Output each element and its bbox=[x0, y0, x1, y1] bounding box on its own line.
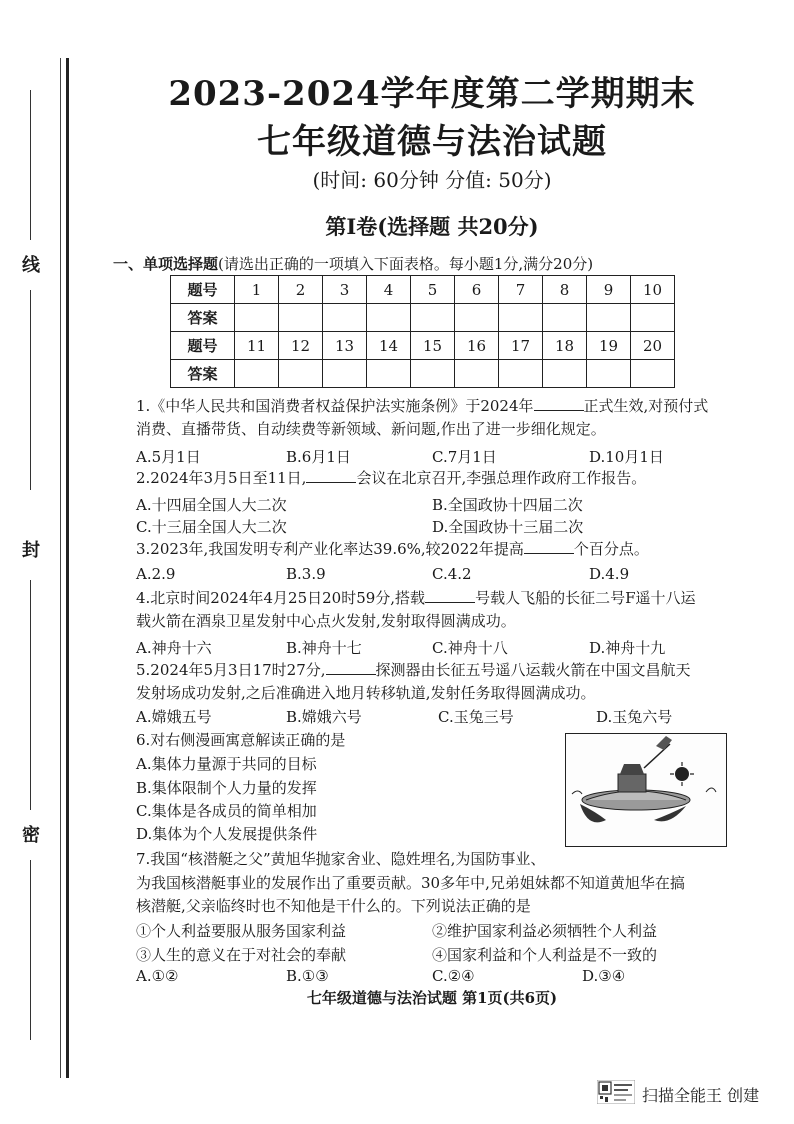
answer-cell[interactable] bbox=[543, 360, 587, 388]
question-number: 1 bbox=[235, 276, 279, 304]
option-b: B.全国政协十四届二次 bbox=[432, 496, 583, 514]
question-text: 3.2023年,我国发明专利产业化率达39.6%,较2022年提高 bbox=[136, 540, 524, 558]
option-d: D.10月1日 bbox=[589, 448, 664, 466]
answer-cell[interactable] bbox=[235, 360, 279, 388]
table-row bbox=[171, 332, 675, 360]
question-number: 8 bbox=[543, 276, 587, 304]
question-number: 6 bbox=[455, 276, 499, 304]
seal-char-line: 线 bbox=[19, 255, 40, 273]
question-7-line-1: 7.我国“核潜艇之父”黄旭华抛家舍业、隐姓埋名,为国防事业、 bbox=[136, 850, 546, 868]
option-a: A.集体力量源于共同的目标 bbox=[136, 755, 317, 773]
option-c: C.4.2 bbox=[432, 565, 472, 583]
section-instruction: (请选出正确的一项填入下面表格。每小题1分,满分20分) bbox=[218, 255, 594, 273]
number-header: 题号 bbox=[171, 276, 235, 304]
answer-cell[interactable] bbox=[455, 360, 499, 388]
answer-cell[interactable] bbox=[323, 360, 367, 388]
question-6-line-1: 6.对右侧漫画寓意解读正确的是 bbox=[136, 731, 346, 749]
question-number: 12 bbox=[279, 332, 323, 360]
option-d: D.4.9 bbox=[589, 565, 630, 583]
section-heading bbox=[113, 253, 593, 274]
answer-cell[interactable] bbox=[323, 304, 367, 332]
answer-cell[interactable] bbox=[587, 304, 631, 332]
option-a: A.嫦娥五号 bbox=[136, 708, 212, 726]
table-row bbox=[171, 360, 675, 388]
answer-cell[interactable] bbox=[499, 360, 543, 388]
option-c: C.玉兔三号 bbox=[438, 708, 514, 726]
seal-dash bbox=[30, 580, 31, 810]
table-row bbox=[171, 276, 675, 304]
question-number: 5 bbox=[411, 276, 455, 304]
seal-dash bbox=[30, 290, 31, 490]
answer-cell[interactable] bbox=[411, 360, 455, 388]
option-c: C.7月1日 bbox=[432, 448, 497, 466]
answer-header: 答案 bbox=[171, 304, 235, 332]
seal-char-seal: 封 bbox=[19, 540, 40, 558]
answer-blank bbox=[306, 468, 356, 483]
question-text: 2.2024年3月5日至11日, bbox=[136, 469, 307, 487]
option-c: C.十三届全国人大二次 bbox=[136, 518, 287, 536]
option-c: C.神舟十八 bbox=[432, 639, 508, 657]
answer-blank bbox=[534, 396, 584, 411]
answer-cell[interactable] bbox=[367, 304, 411, 332]
option-b: B.集体限制个人力量的发挥 bbox=[136, 779, 317, 797]
answer-cell[interactable] bbox=[279, 360, 323, 388]
question-number: 14 bbox=[367, 332, 411, 360]
option-c: C.集体是各成员的简单相加 bbox=[136, 802, 317, 820]
question-number: 15 bbox=[411, 332, 455, 360]
question-3-line-1 bbox=[136, 538, 649, 561]
option-b: B.3.9 bbox=[286, 565, 326, 583]
binding-margin bbox=[0, 0, 72, 1124]
question-text: 1.《中华人民共和国消费者权益保护法实施条例》于2024年 bbox=[136, 397, 534, 415]
question-2-line-1 bbox=[136, 467, 646, 490]
question-text: 5.2024年5月3日17时27分, bbox=[136, 661, 326, 679]
margin-line-thin bbox=[60, 58, 61, 1078]
exam-title-subject: 七年级道德与法治试题 bbox=[257, 122, 607, 162]
option-c: C.②④ bbox=[432, 967, 475, 985]
option-a: A.十四届全国人大二次 bbox=[136, 496, 287, 514]
option-b: B.6月1日 bbox=[286, 448, 351, 466]
cartoon-drawing bbox=[566, 734, 726, 846]
answer-cell[interactable] bbox=[587, 360, 631, 388]
question-number: 18 bbox=[543, 332, 587, 360]
question-number: 13 bbox=[323, 332, 367, 360]
answer-cell[interactable] bbox=[631, 304, 675, 332]
answer-blank bbox=[425, 588, 475, 603]
answer-cell[interactable] bbox=[455, 304, 499, 332]
answer-blank bbox=[524, 539, 574, 554]
statement-3: ③人生的意义在于对社会的奉献 bbox=[136, 946, 347, 964]
statement-2: ②维护国家利益必须牺牲个人利益 bbox=[432, 922, 658, 940]
table-row bbox=[171, 304, 675, 332]
option-d: D.玉兔六号 bbox=[596, 708, 673, 726]
option-b: B.神舟十七 bbox=[286, 639, 362, 657]
answer-table bbox=[170, 275, 675, 388]
option-d: D.③④ bbox=[582, 967, 626, 985]
answer-cell[interactable] bbox=[499, 304, 543, 332]
statement-4: ④国家利益和个人利益是不一致的 bbox=[432, 946, 658, 964]
cartoon-image bbox=[565, 733, 727, 847]
option-a: A.神舟十六 bbox=[136, 639, 212, 657]
option-b: B.①③ bbox=[286, 967, 329, 985]
question-1-line-2: 消费、直播带货、自动续费等新领域、新问题,作出了进一步细化规定。 bbox=[136, 420, 606, 438]
question-1-line-1 bbox=[136, 395, 708, 418]
question-number: 20 bbox=[631, 332, 675, 360]
number-header: 题号 bbox=[171, 332, 235, 360]
option-a: A.2.9 bbox=[136, 565, 176, 583]
scanner-logo-icon bbox=[597, 1080, 635, 1104]
question-number: 16 bbox=[455, 332, 499, 360]
question-7-line-2: 为我国核潜艇事业的发展作出了重要贡献。30多年中,兄弟姐妹都不知道黄旭华在搞 bbox=[136, 874, 685, 892]
question-number: 17 bbox=[499, 332, 543, 360]
question-number: 4 bbox=[367, 276, 411, 304]
answer-cell[interactable] bbox=[367, 360, 411, 388]
question-text: 会议在北京召开,李强总理作政府工作报告。 bbox=[356, 469, 647, 487]
question-text: 号载人飞船的长征二号F遥十八运 bbox=[475, 589, 696, 607]
option-d: D.全国政协十三届二次 bbox=[432, 518, 584, 536]
scanner-watermark: 扫描全能王 创建 bbox=[642, 1086, 760, 1105]
answer-cell[interactable] bbox=[235, 304, 279, 332]
question-number: 10 bbox=[631, 276, 675, 304]
question-number: 2 bbox=[279, 276, 323, 304]
seal-char-secret: 密 bbox=[19, 825, 40, 843]
exam-time-score: (时间: 60分钟 分值: 50分) bbox=[312, 168, 552, 192]
option-a: A.①② bbox=[136, 967, 179, 985]
option-d: D.集体为个人发展提供条件 bbox=[136, 825, 318, 843]
question-text: 探测器由长征五号遥八运载火箭在中国文昌航天 bbox=[375, 661, 691, 679]
question-text: 4.北京时间2024年4月25日20时59分,搭载 bbox=[136, 589, 426, 607]
answer-header: 答案 bbox=[171, 360, 235, 388]
option-d: D.神舟十九 bbox=[589, 639, 666, 657]
statement-1: ①个人利益要服从服务国家利益 bbox=[136, 922, 347, 940]
answer-blank bbox=[326, 660, 376, 675]
question-number: 3 bbox=[323, 276, 367, 304]
question-number: 7 bbox=[499, 276, 543, 304]
question-5-line-1 bbox=[136, 659, 691, 682]
margin-line-thick bbox=[66, 58, 69, 1078]
question-number: 19 bbox=[587, 332, 631, 360]
question-text: 正式生效,对预付式 bbox=[583, 397, 709, 415]
question-4-line-2: 载火箭在酒泉卫星发射中心点火发射,发射取得圆满成功。 bbox=[136, 612, 516, 630]
seal-dash bbox=[30, 90, 31, 240]
question-text: 个百分点。 bbox=[573, 540, 649, 558]
option-a: A.5月1日 bbox=[136, 448, 201, 466]
question-7-line-3: 核潜艇,父亲临终时也不知他是干什么的。下列说法正确的是 bbox=[136, 897, 531, 915]
part-one-title: 第Ⅰ卷(选择题 共20分) bbox=[325, 214, 539, 239]
question-5-line-2: 发射场成功发射,之后准确进入地月转移轨道,发射任务取得圆满成功。 bbox=[136, 684, 596, 702]
option-b: B.嫦娥六号 bbox=[286, 708, 362, 726]
question-number: 9 bbox=[587, 276, 631, 304]
exam-title-year: 2023-2024学年度第二学期期末 bbox=[168, 74, 696, 114]
answer-cell[interactable] bbox=[543, 304, 587, 332]
answer-cell[interactable] bbox=[279, 304, 323, 332]
page-footer: 七年级道德与法治试题 第1页(共6页) bbox=[306, 989, 558, 1007]
answer-cell[interactable] bbox=[631, 360, 675, 388]
answer-cell[interactable] bbox=[411, 304, 455, 332]
question-4-line-1 bbox=[136, 587, 695, 610]
section-label: 一、单项选择题 bbox=[113, 255, 219, 273]
seal-dash bbox=[30, 860, 31, 1040]
question-number: 11 bbox=[235, 332, 279, 360]
